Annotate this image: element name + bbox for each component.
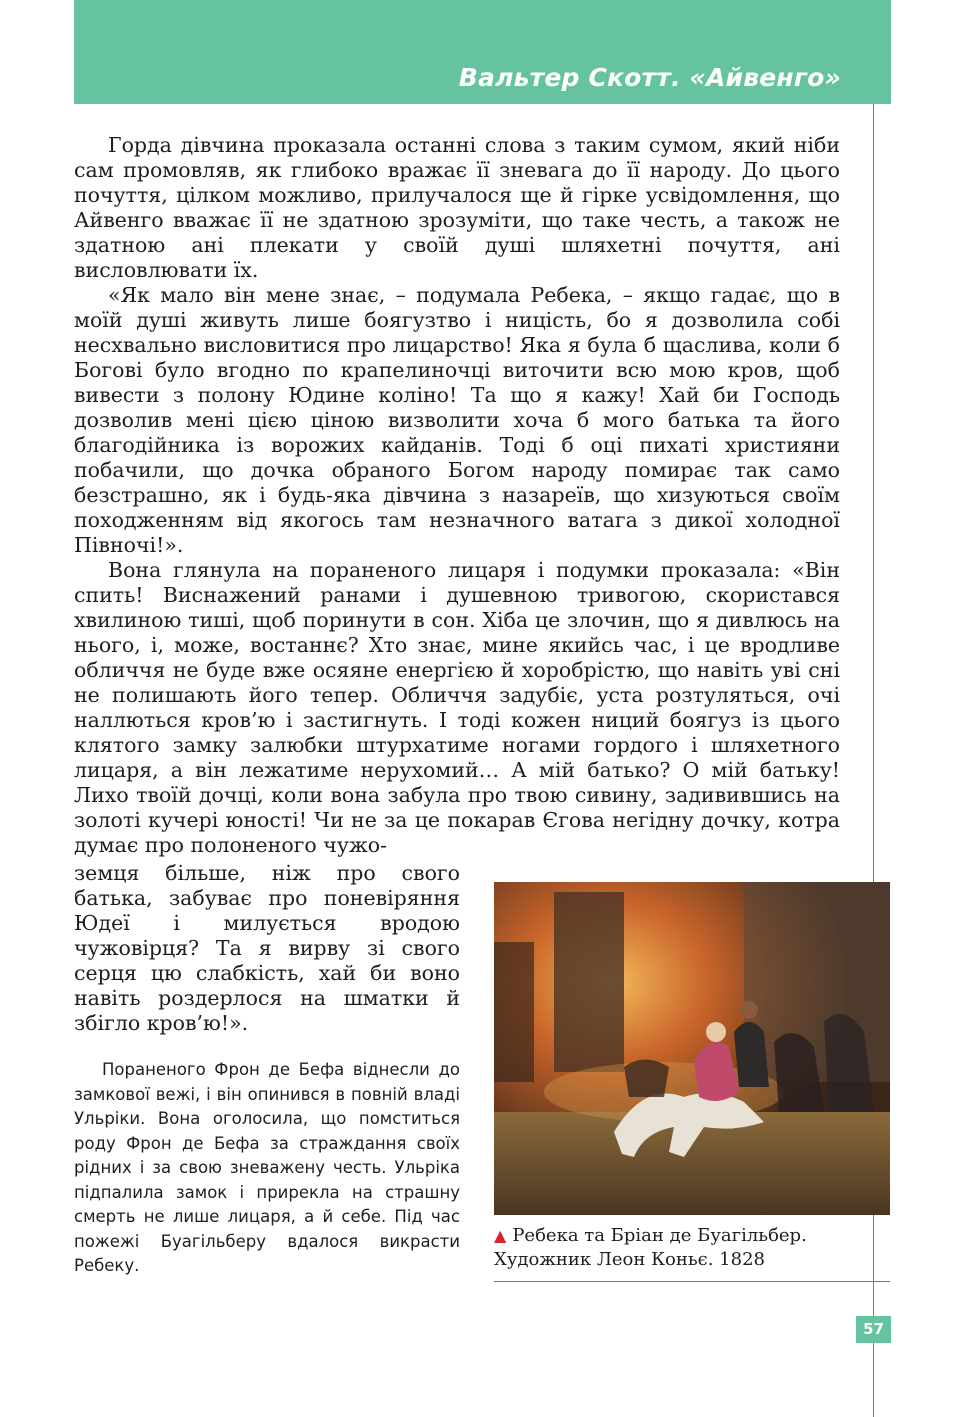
wrapped-text — [74, 861, 460, 1036]
caption-title: Ребека та Бріан де Буагільбер. — [512, 1225, 807, 1246]
painting-image — [494, 882, 890, 1215]
summary-paragraph: Пораненого Фрон де Бефа віднесли до замкової вежі, і він опинився в повній владі Ульріки. Вона оголосила, що помститься роду Фрон де Бефа за страждання своїх рідних і за свою зневажену честь. Ульріка підпалила замок і прирекла на страшну смерть не лише лицаря, а й себе. Під час пожежі Буагільберу вдалося викрасти Ребеку. — [74, 1060, 460, 1275]
main-text — [74, 133, 840, 858]
paragraph-continuation: земця більше, ніж про свого батька, забуває про поневіряння Юдеї і милується вродою чужовірця? Та я вирву зі свого серця цю слабкість, хай би воно навіть роздерлося на шматки й збігло кров’ю!». — [74, 861, 460, 1035]
paragraph: Вона глянула на пораненого лицаря і подумки проказала: «Він спить! Виснажений ранами і душевною тривогою, скористався хвилиною тиші, щоб поринути в сон. Хіба це злочин, що я дивлюсь на нього, і, може, востаннє? Хто знає, мине якийсь час, і це вродливе обличчя не буде вже осяяне енергією й хоробрістю, що навіть уві сні не полишають його тепер. Обличчя задубіє, уста розтуляться, очі наллються кров’ю і застигнуть. І тоді кожен ниций боягуз із цього клятого замку залюбки штурхатиме ногами гордого і шляхетного лицаря, а він лежатиме нерухомий… А мій батько? О мій батьку! Лихо твоїй дочці, коли вона забула про твою сивину, задивившись на золоті кучері юності! Чи не за це покарав Єгова негідну дочку, котра думає про полоненого чужо- — [74, 558, 840, 857]
caption-line — [494, 1224, 874, 1248]
running-title: Вальтер Скотт. «Айвенго» — [458, 63, 841, 92]
red-triangle-icon: ▲ — [494, 1226, 507, 1245]
plot-summary — [74, 1058, 460, 1279]
figure-caption — [494, 1224, 874, 1272]
paragraph: «Як мало він мене знає, – подумала Ребека, – якщо гадає, що в моїй душі живуть лише боягузтво і ницість, бо я дозволила собі несхвально висловитися про лицарство! Яка я була б щаслива, коли б Богові було вгодно по крапелиночці виточити всю мою кров, щоб вивести з полону Юдине коліно! Та що я кажу! Хай би Господь дозволив мені цією ціною визволити хоча б мого батька та його благодійника із ворожих кайданів. Тоді б оці пихаті християни побачили, що дочка обраного Богом народу помирає так само безстрашно, як і будь-яка дівчина з назареїв, що хизуються своїм походженням від якогось там незначного ватага з дикої холодної Півночі!». — [74, 283, 840, 557]
caption-divider — [494, 1281, 890, 1282]
paragraph: Горда дівчина проказала останні слова з таким сумом, який ніби сам промовляв, як глибоко вражає її зневага до її народу. До цього почуття, цілком можливо, прилучалося ще й гірке усвідомлення, що Айвенго вважає її не здатною зрозуміти, що таке честь, а також не здатною ані плекати у своїй душі шляхетні почуття, ані висловлювати їх. — [74, 133, 840, 282]
caption-artist: Художник Леон Коньє. 1828 — [494, 1249, 765, 1270]
page-number: 57 — [856, 1316, 891, 1343]
page-margin-rule — [873, 104, 874, 1417]
painting-illustration — [494, 882, 890, 1215]
header-band — [74, 0, 891, 104]
